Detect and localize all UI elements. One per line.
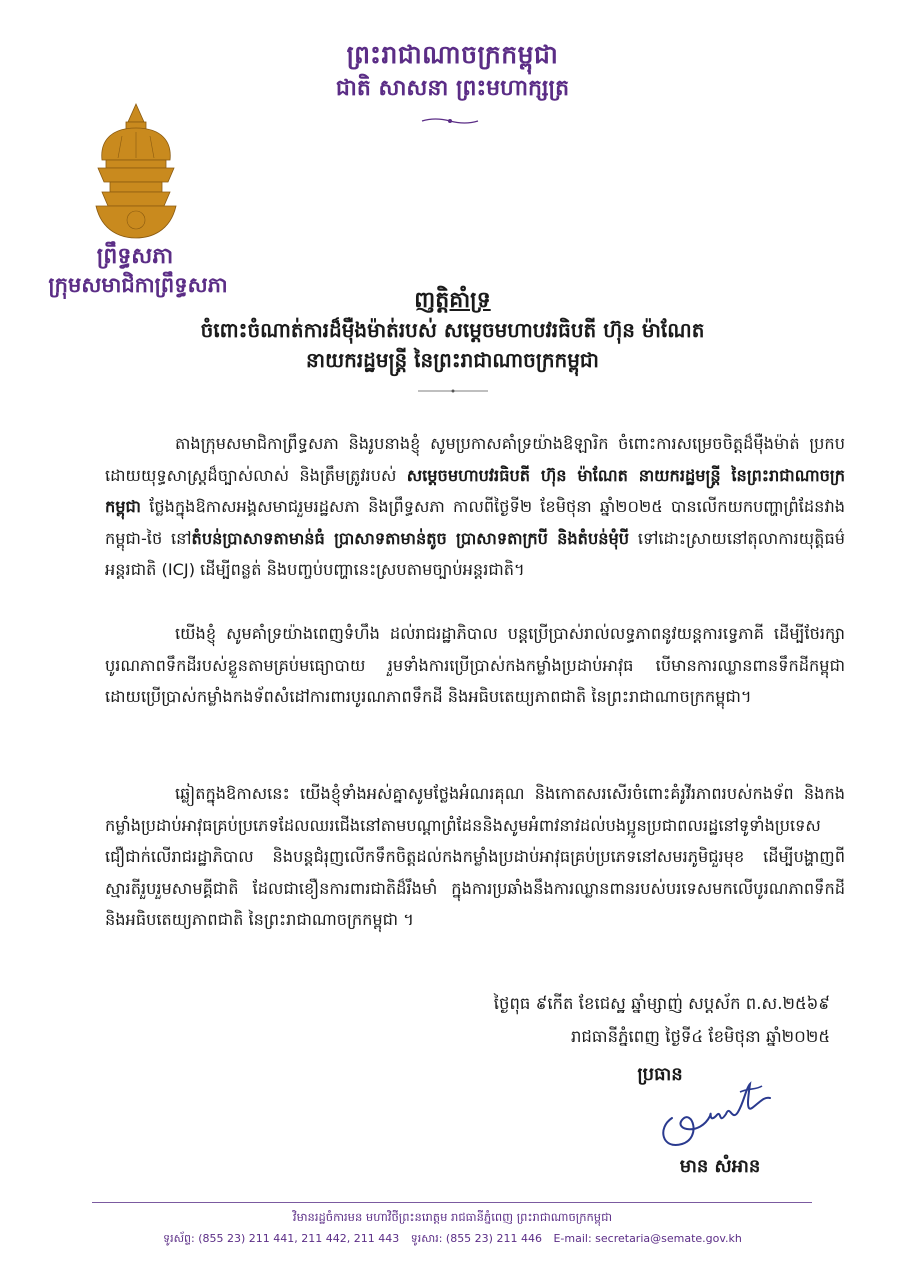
place-and-date: រាជធានីភ្នំពេញ ថ្ងៃទី៤ ខែមិថុនា ឆ្នាំ២០២៥ bbox=[570, 1027, 830, 1046]
document-headline: ចំពោះចំណាត់ការដ៏ម៉ឺងម៉ាត់របស់ សម្តេចមហាបវរធិបតី ហ៊ុន ម៉ាណែត bbox=[200, 318, 705, 342]
document-type-title: ញត្តិគាំទ្រ bbox=[414, 288, 491, 313]
national-motto: ជាតិ សាសនា ព្រះមហាក្សត្រ bbox=[335, 76, 570, 101]
footer-address: វិមានរដ្ឋចំការមន មហាវិថីព្រះនរោត្តម រាជធានីភ្នំពេញ ព្រះរាជាណាចក្រកម្ពុជា bbox=[292, 1210, 613, 1224]
senate-label: ព្រឹទ្ធសភា bbox=[96, 244, 174, 269]
temple-areas: តំបន់ប្រាសាទតាមាន់ធំ ប្រាសាទតាមាន់តូច ប្រាសាទតាក្របី និងតំបន់មុំបី bbox=[191, 528, 630, 548]
footer-fax: ទូរសារ: (855 23) 211 446 bbox=[410, 1232, 542, 1245]
signer-name: មាន សំអាន bbox=[679, 1156, 761, 1177]
paragraph-1 bbox=[105, 428, 845, 586]
paragraph-1-middle: ថ្លែងក្នុងឱកាសអង្គសមាជរួមរដ្ឋសភា និងព្រឹទ្ធសភា កាលពីថ្ងៃទី២ ខែមិថុនា ឆ្នាំ២០២៥ បានលើកយកបញ្ហាព្រំដែនវាងកម្ពុជា-ថៃ នៅ bbox=[105, 497, 846, 548]
footer-divider bbox=[92, 1202, 812, 1203]
prime-minister-name: សម្តេចមហាបវរធិបតី ហ៊ុន ម៉ាណែត នាយករដ្ឋមន្រ្តី នៃព្រះរាជាណាចក្រកម្ពុជា bbox=[105, 465, 845, 516]
paragraph-1-intro: តាងក្រុមសមាជិកាព្រឹទ្ធសភា និងរូបនាងខ្ញុំ សូមប្រកាសគាំទ្រយ៉ាងឱឡារិក ចំពោះការសម្រេចចិត្តដ៏ម៉ឺងម៉ាត់ ប្រកបដោយយុទ្ធសាស្រ្តដ៏ច្បាស់លាស់ និងត្រឹមត្រូវរបស់ bbox=[105, 434, 845, 485]
paragraph-1-end: ទៅដោះស្រាយនៅតុលាការយុត្តិធម៌អន្តរជាតិ (ICJ) ដើម្បីពន្លត់ និងបញ្ចប់បញ្ហានេះស្របតាមច្បាប់អន្តរជាតិ។ bbox=[105, 528, 845, 579]
document-subheadline: នាយករដ្ឋមន្រ្តី នៃព្រះរាជាណាចក្រកម្ពុជា bbox=[306, 348, 599, 372]
footer-email: E-mail: secretaria@semate.gov.kh bbox=[553, 1232, 742, 1245]
paragraph-3 bbox=[105, 778, 845, 936]
senate-emblem-icon bbox=[92, 102, 180, 242]
signer-role: ប្រធាន bbox=[637, 1064, 683, 1085]
title-divider-icon bbox=[418, 387, 488, 395]
paragraph-3-text: ឆ្លៀតក្នុងឱកាសនេះ យើងខ្ញុំទាំងអស់គ្នាសូមថ្លែងអំណរគុណ និងកោតសរសើរចំពោះគំរូវីរភាពរបស់កងទ័ព និងកងកម្លាំងប្រដាប់អាវុធគ្រប់ប្រភេទដែលឈរជើងនៅតាមបណ្តាព្រំដែននិងសូមអំពាវនាវដល់បងប្អូនប្រជាពលរដ្ឋនៅទូទាំងប្រទេស ជឿជាក់លើរាជរដ្ឋាភិបាល និងបន្តជំរុញលើកទឹកចិត្តដល់កងកម្លាំងប្រដាប់អាវុធគ្រប់ប្រភេទនៅសមរភូមិជួរមុខ ដើម្បីបង្ហាញពីស្មារតីរួបរួមសាមគ្គីជាតិ ដែលជាខឿនការពារជាតិដ៏រឹងមាំ ក្នុងការប្រឆាំងនឹងការឈ្លានពានរបស់បរទេសមកលើបូរណភាពទឹកដី និងអធិបតេយ្យភាពជាតិ នៃព្រះរាជាណាចក្រកម្ពុជា ។ bbox=[105, 784, 845, 929]
paragraph-2 bbox=[105, 618, 845, 713]
lunar-date: ថ្ងៃពុធ ៩កើត ខែជេស្ឋ ឆ្នាំម្សាញ់ សប្តស័ក ព.ស.២៥៦៩ bbox=[493, 994, 830, 1013]
ornament-divider-icon bbox=[420, 116, 480, 126]
kingdom-heading: ព្រះរាជាណាចក្រកម្ពុជា bbox=[346, 40, 559, 69]
footer-contacts bbox=[0, 1232, 905, 1248]
handwritten-signature bbox=[652, 1078, 782, 1158]
paragraph-2-text: យើងខ្ញុំ សូមគាំទ្រយ៉ាងពេញទំហឹង ដល់រាជរដ្ឋាភិបាល បន្តប្រើប្រាស់រាល់លទ្ធភាពនូវយន្តការទ្វេភាគី ដើម្បីថែរក្សាបូរណភាពទឹកដីរបស់ខ្លួនតាមគ្រប់មធ្យោបាយ រួមទាំងការប្រើប្រាស់កងកម្លាំងប្រដាប់អាវុធ បើមានការឈ្លានពានទឹកដីកម្ពុជាដោយប្រើប្រាស់កម្លាំងកងទ័ពសំដៅការពារបូរណភាពទឹកដី និងអធិបតេយ្យភាពជាតិ នៃព្រះរាជាណាចក្រកម្ពុជា។ bbox=[105, 624, 845, 706]
footer-phone: ទូរស័ព្ទ: (855 23) 211 441, 211 442, 211 443 bbox=[163, 1232, 400, 1245]
commission-label: ក្រុមសមាជិកាព្រឹទ្ធសភា bbox=[48, 273, 228, 297]
